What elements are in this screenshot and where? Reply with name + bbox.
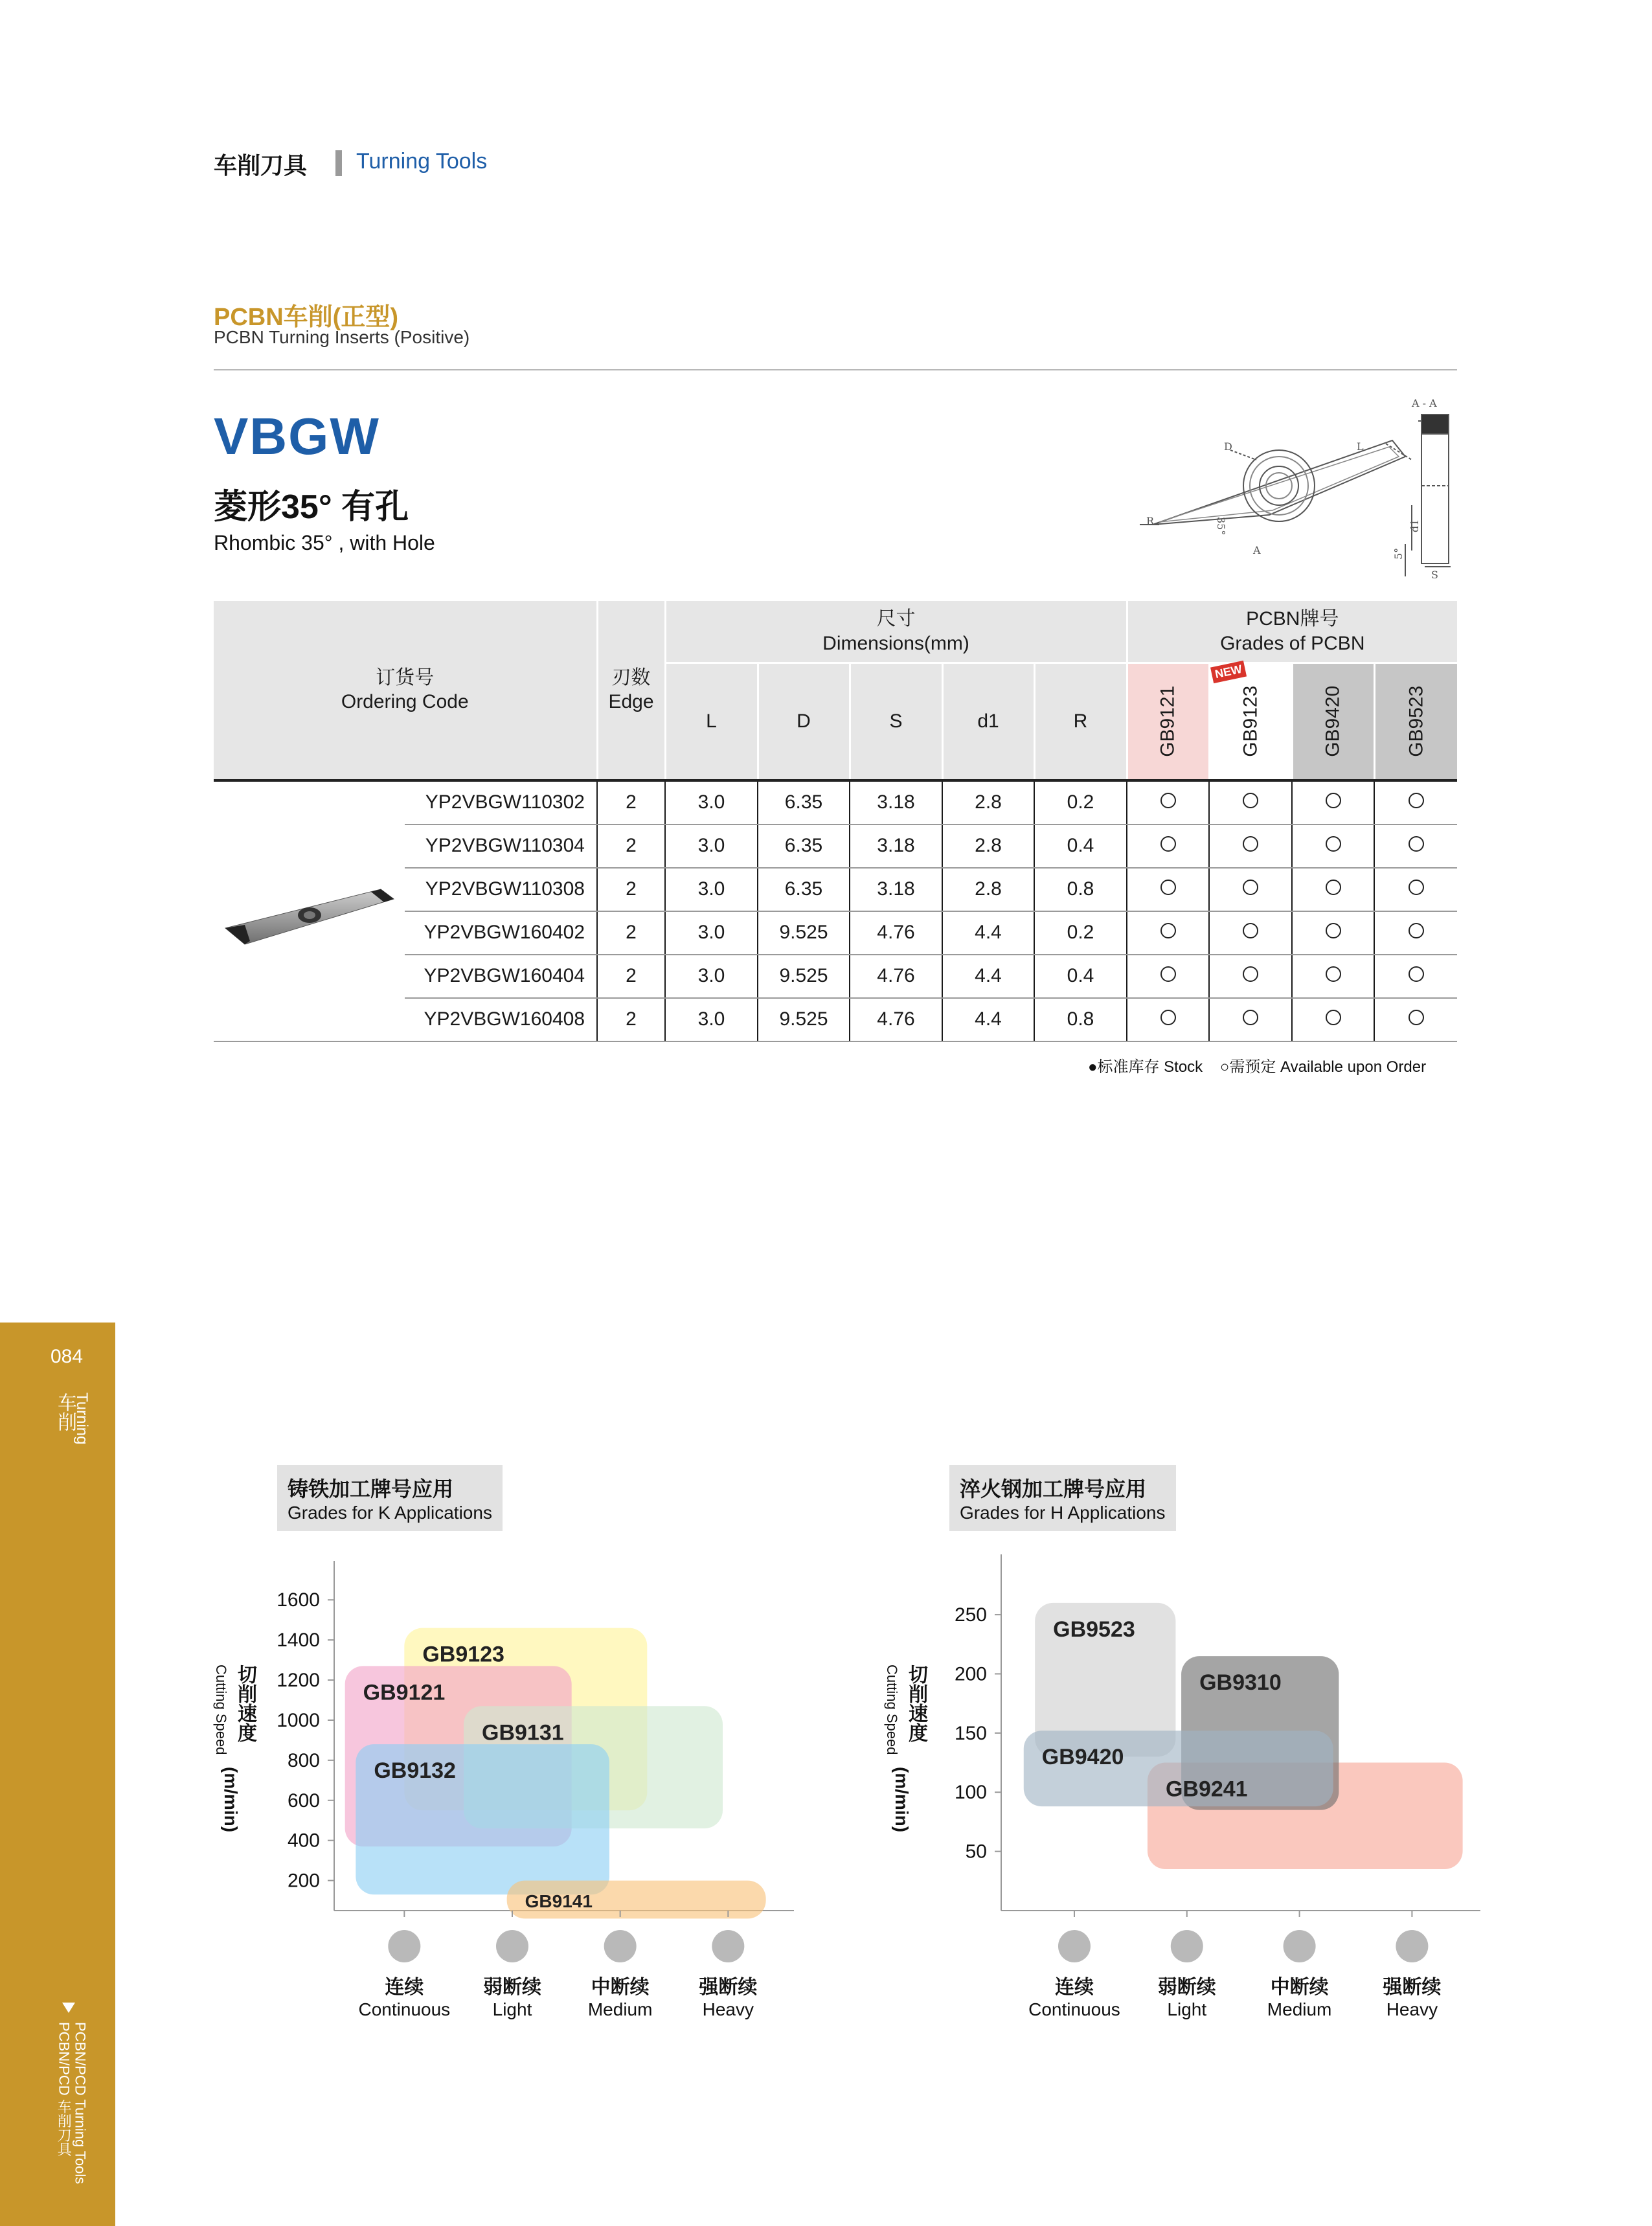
chart-k-title-en: Grades for K Applications — [288, 1503, 492, 1523]
available-upon-order-icon — [1326, 836, 1341, 852]
category-title-en: PCBN Turning Inserts (Positive) — [214, 327, 470, 347]
edge-count: 2 — [597, 780, 665, 824]
insert-photo-icon — [219, 863, 400, 954]
available-upon-order-icon — [1243, 1010, 1258, 1025]
interruption-level-icon — [388, 1930, 420, 1962]
interruption-level-icon — [712, 1930, 744, 1962]
dim-r-value: 0.8 — [1034, 998, 1127, 1041]
specification-table — [214, 601, 1457, 1042]
dim-l-value: 3.0 — [665, 955, 758, 998]
category-label-en: Heavy — [1386, 1999, 1438, 2019]
grade-label-gb9241: GB9241 — [1165, 1777, 1248, 1802]
dim-d1-value: 4.4 — [942, 911, 1034, 955]
ordering-code: YP2VBGW160404 — [405, 955, 597, 998]
angle-label: 35° — [1215, 517, 1227, 536]
available-upon-order-icon — [1160, 880, 1176, 895]
availability-gb9123 — [1209, 911, 1292, 955]
ordering-code: YP2VBGW160402 — [405, 911, 597, 955]
interruption-level-icon — [496, 1930, 528, 1962]
ordering-code: YP2VBGW110308 — [405, 868, 597, 911]
dim-d-value: 9.525 — [758, 955, 850, 998]
category-label-cn: 弱断续 — [1157, 1976, 1216, 1999]
availability-gb9123 — [1209, 824, 1292, 868]
availability-gb9123 — [1209, 955, 1292, 998]
legend-order: ○需预定 Available upon Order — [1219, 1058, 1427, 1076]
grade-label-gb9131: GB9131 — [482, 1720, 564, 1745]
interruption-level-icon — [604, 1930, 637, 1962]
dim-col-d1: d1 — [942, 663, 1034, 780]
rake-angle-label: 5° — [1392, 547, 1405, 560]
edge-count: 2 — [597, 868, 665, 911]
section-header-en: Turning Tools — [356, 149, 488, 174]
availability-gb9121 — [1127, 824, 1209, 868]
category-label-cn: 连续 — [1054, 1976, 1094, 1999]
section-divider — [214, 369, 1457, 370]
available-upon-order-icon — [1160, 1010, 1176, 1025]
edge-count: 2 — [597, 998, 665, 1041]
ordering-code-header: 订货号 Ordering Code — [214, 601, 597, 780]
edge-count: 2 — [597, 824, 665, 868]
available-upon-order-icon — [1409, 1010, 1424, 1025]
dim-l-value: 3.0 — [665, 868, 758, 911]
y-tick-label: 1600 — [277, 1589, 320, 1611]
dim-s-value: 4.76 — [850, 955, 942, 998]
grade-label-gb9310: GB9310 — [1199, 1670, 1282, 1696]
dim-l-value: 3.0 — [665, 780, 758, 824]
availability-gb9123 — [1209, 998, 1292, 1041]
availability-gb9420 — [1292, 955, 1374, 998]
dim-d1-value: 4.4 — [942, 998, 1034, 1041]
availability-gb9523 — [1374, 955, 1457, 998]
category-label-en: Continuous — [358, 1999, 451, 2019]
dim-s-value: 4.76 — [850, 998, 942, 1041]
dim-d-value: 9.525 — [758, 911, 850, 955]
dim-d1-value: 2.8 — [942, 780, 1034, 824]
section-label: A - A — [1412, 397, 1437, 409]
insert-image — [214, 780, 405, 1041]
dim-d-label: D — [1224, 440, 1232, 453]
dim-d1-label: d1 — [1409, 519, 1421, 532]
y-tick-label: 1000 — [277, 1709, 320, 1731]
section-header-cn: 车削刀具 — [214, 152, 308, 179]
y-tick-label: 200 — [287, 1870, 320, 1892]
triangle-icon — [62, 2003, 75, 2013]
grade-col-gb9121: GB9121 — [1127, 663, 1209, 780]
availability-gb9420 — [1292, 824, 1374, 868]
dim-col-r: R — [1034, 663, 1127, 780]
y-tick-label: 1200 — [277, 1670, 320, 1692]
category-label-en: Heavy — [702, 1999, 754, 2019]
dim-s-value: 3.18 — [850, 868, 942, 911]
dim-r-value: 0.8 — [1034, 868, 1127, 911]
dim-l-value: 3.0 — [665, 911, 758, 955]
available-upon-order-icon — [1409, 923, 1424, 938]
chart-h-title-en: Grades for H Applications — [960, 1503, 1166, 1523]
category-label-en: Light — [492, 1999, 532, 2019]
ordering-code: YP2VBGW110304 — [405, 824, 597, 868]
grade-col-gb9420: GB9420 — [1292, 663, 1374, 780]
availability-gb9420 — [1292, 998, 1374, 1041]
dim-col-s: S — [850, 663, 942, 780]
dim-r-label: R — [1146, 515, 1155, 527]
edge-count: 2 — [597, 955, 665, 998]
category-label-en: Medium — [587, 1999, 653, 2019]
side-tab-label-cn: 车削 — [54, 1392, 76, 1431]
dim-r-value: 0.4 — [1034, 824, 1127, 868]
y-tick-label: 200 — [954, 1663, 987, 1685]
availability-gb9121 — [1127, 868, 1209, 911]
chart-k — [246, 1554, 803, 2021]
dimensions-header: 尺寸 Dimensions(mm) — [665, 601, 1127, 663]
dim-r-value: 0.2 — [1034, 911, 1127, 955]
available-upon-order-icon — [1160, 923, 1176, 938]
available-upon-order-icon — [1243, 923, 1258, 938]
available-upon-order-icon — [1326, 966, 1341, 982]
available-upon-order-icon — [1160, 793, 1176, 808]
grade-label-gb9123: GB9123 — [422, 1642, 504, 1667]
availability-gb9123 — [1209, 868, 1292, 911]
dim-d-value: 6.35 — [758, 868, 850, 911]
chart-k-ylabel-cn: 切削速度 — [234, 1664, 256, 1742]
category-label-cn: 弱断续 — [483, 1976, 541, 1999]
ordering-code: YP2VBGW110302 — [405, 780, 597, 824]
chart-h — [920, 1541, 1489, 2021]
available-upon-order-icon — [1409, 880, 1424, 895]
category-label-cn: 中断续 — [1270, 1976, 1329, 1999]
available-upon-order-icon — [1409, 966, 1424, 982]
category-title-cn: PCBN车削(正型) — [214, 304, 398, 331]
model-name: VBGW — [214, 407, 380, 465]
available-upon-order-icon — [1409, 793, 1424, 808]
dim-d1-value: 4.4 — [942, 955, 1034, 998]
availability-gb9121 — [1127, 955, 1209, 998]
dim-d-value: 9.525 — [758, 998, 850, 1041]
grades-header: PCBN牌号 Grades of PCBN — [1127, 601, 1457, 663]
chart-h-title-box — [949, 1465, 1176, 1531]
chart-k-title-box — [277, 1465, 503, 1531]
y-tick-label: 50 — [965, 1841, 987, 1863]
dim-s-value: 3.18 — [850, 824, 942, 868]
availability-gb9420 — [1292, 911, 1374, 955]
availability-gb9523 — [1374, 824, 1457, 868]
interruption-level-icon — [1171, 1930, 1203, 1962]
y-tick-label: 1400 — [277, 1630, 320, 1652]
y-tick-label: 100 — [954, 1782, 987, 1804]
y-tick-label: 400 — [287, 1830, 320, 1852]
available-upon-order-icon — [1326, 880, 1341, 895]
dim-l-value: 3.0 — [665, 824, 758, 868]
model-shape-cn: 菱形35° 有孔 — [214, 488, 409, 526]
table-row — [214, 780, 1457, 824]
insert-technical-drawing — [1140, 395, 1457, 583]
availability-gb9121 — [1127, 911, 1209, 955]
category-label-cn: 强断续 — [1383, 1976, 1442, 1999]
dim-d1-value: 2.8 — [942, 868, 1034, 911]
dim-l-value: 3.0 — [665, 998, 758, 1041]
available-upon-order-icon — [1326, 1010, 1341, 1025]
legend-stock: ●标准库存 Stock — [1088, 1058, 1203, 1076]
dim-l-label: L — [1357, 440, 1364, 453]
category-label-en: Light — [1167, 1999, 1207, 2019]
y-tick-label: 800 — [287, 1749, 320, 1771]
new-badge: NEW — [1210, 660, 1247, 683]
availability-gb9121 — [1127, 780, 1209, 824]
grade-label-gb9121: GB9121 — [363, 1680, 446, 1705]
availability-gb9523 — [1374, 998, 1457, 1041]
category-label-cn: 连续 — [385, 1976, 424, 1999]
dim-s-value: 4.76 — [850, 911, 942, 955]
chart-h-ylabel-en: Cutting Speed — [884, 1664, 900, 1755]
chart-h-title-cn: 淬火钢加工牌号应用 — [960, 1477, 1147, 1501]
grade-label-gb9420: GB9420 — [1041, 1745, 1124, 1770]
chart-h-ylabel-cn: 切削速度 — [905, 1664, 927, 1742]
availability-gb9523 — [1374, 911, 1457, 955]
y-tick-label: 150 — [954, 1722, 987, 1744]
header-divider — [335, 150, 342, 176]
category-label-cn: 强断续 — [699, 1976, 758, 1999]
y-tick-label: 600 — [287, 1789, 320, 1811]
interruption-level-icon — [1058, 1930, 1091, 1962]
availability-gb9420 — [1292, 868, 1374, 911]
available-upon-order-icon — [1243, 836, 1258, 852]
grade-label-gb9141: GB9141 — [525, 1891, 593, 1911]
model-shape-en: Rhombic 35° , with Hole — [214, 531, 435, 554]
availability-gb9121 — [1127, 998, 1209, 1041]
available-upon-order-icon — [1243, 966, 1258, 982]
available-upon-order-icon — [1243, 880, 1258, 895]
chart-k-ylabel-en: Cutting Speed — [213, 1664, 229, 1755]
availability-gb9123 — [1209, 780, 1292, 824]
available-upon-order-icon — [1409, 836, 1424, 852]
available-upon-order-icon — [1326, 793, 1341, 808]
chart-k-title-cn: 铸铁加工牌号应用 — [288, 1477, 454, 1501]
dim-s-value: 3.18 — [850, 780, 942, 824]
interruption-level-icon — [1396, 1930, 1428, 1962]
grade-col-gb9123: NEW GB9123 — [1209, 663, 1292, 780]
edge-header: 刃数 Edge — [597, 601, 665, 780]
dim-d-value: 6.35 — [758, 780, 850, 824]
dim-s-label: S — [1431, 569, 1438, 581]
available-upon-order-icon — [1160, 836, 1176, 852]
availability-gb9523 — [1374, 868, 1457, 911]
grade-label-gb9523: GB9523 — [1053, 1617, 1135, 1642]
ordering-code: YP2VBGW160408 — [405, 998, 597, 1041]
grade-label-gb9132: GB9132 — [374, 1758, 456, 1784]
side-footer: PCBN/PCD Turning Tools PCBN/PCD 车削刀具 — [56, 2022, 89, 2185]
dim-col-l: L — [665, 663, 758, 780]
section-marker: A — [1253, 544, 1261, 556]
dim-r-value: 0.2 — [1034, 780, 1127, 824]
available-upon-order-icon — [1160, 966, 1176, 982]
interruption-level-icon — [1284, 1930, 1316, 1962]
category-label-en: Continuous — [1028, 1999, 1120, 2019]
page-number: 084 — [51, 1346, 84, 1367]
available-upon-order-icon — [1326, 923, 1341, 938]
y-tick-label: 250 — [954, 1604, 987, 1626]
dim-d-value: 6.35 — [758, 824, 850, 868]
chart-k-yunit: (m/min) — [221, 1767, 241, 1833]
edge-count: 2 — [597, 911, 665, 955]
category-label-en: Medium — [1267, 1999, 1332, 2019]
availability-gb9420 — [1292, 780, 1374, 824]
category-label-cn: 中断续 — [591, 1976, 650, 1999]
available-upon-order-icon — [1243, 793, 1258, 808]
dim-d1-value: 2.8 — [942, 824, 1034, 868]
availability-legend — [1088, 1054, 1426, 1076]
side-tab-label-en: Turning — [73, 1392, 91, 1445]
dim-col-d: D — [758, 663, 850, 780]
chart-h-yunit: (m/min) — [892, 1767, 912, 1833]
dim-r-value: 0.4 — [1034, 955, 1127, 998]
availability-gb9523 — [1374, 780, 1457, 824]
grade-col-gb9523: GB9523 — [1374, 663, 1457, 780]
